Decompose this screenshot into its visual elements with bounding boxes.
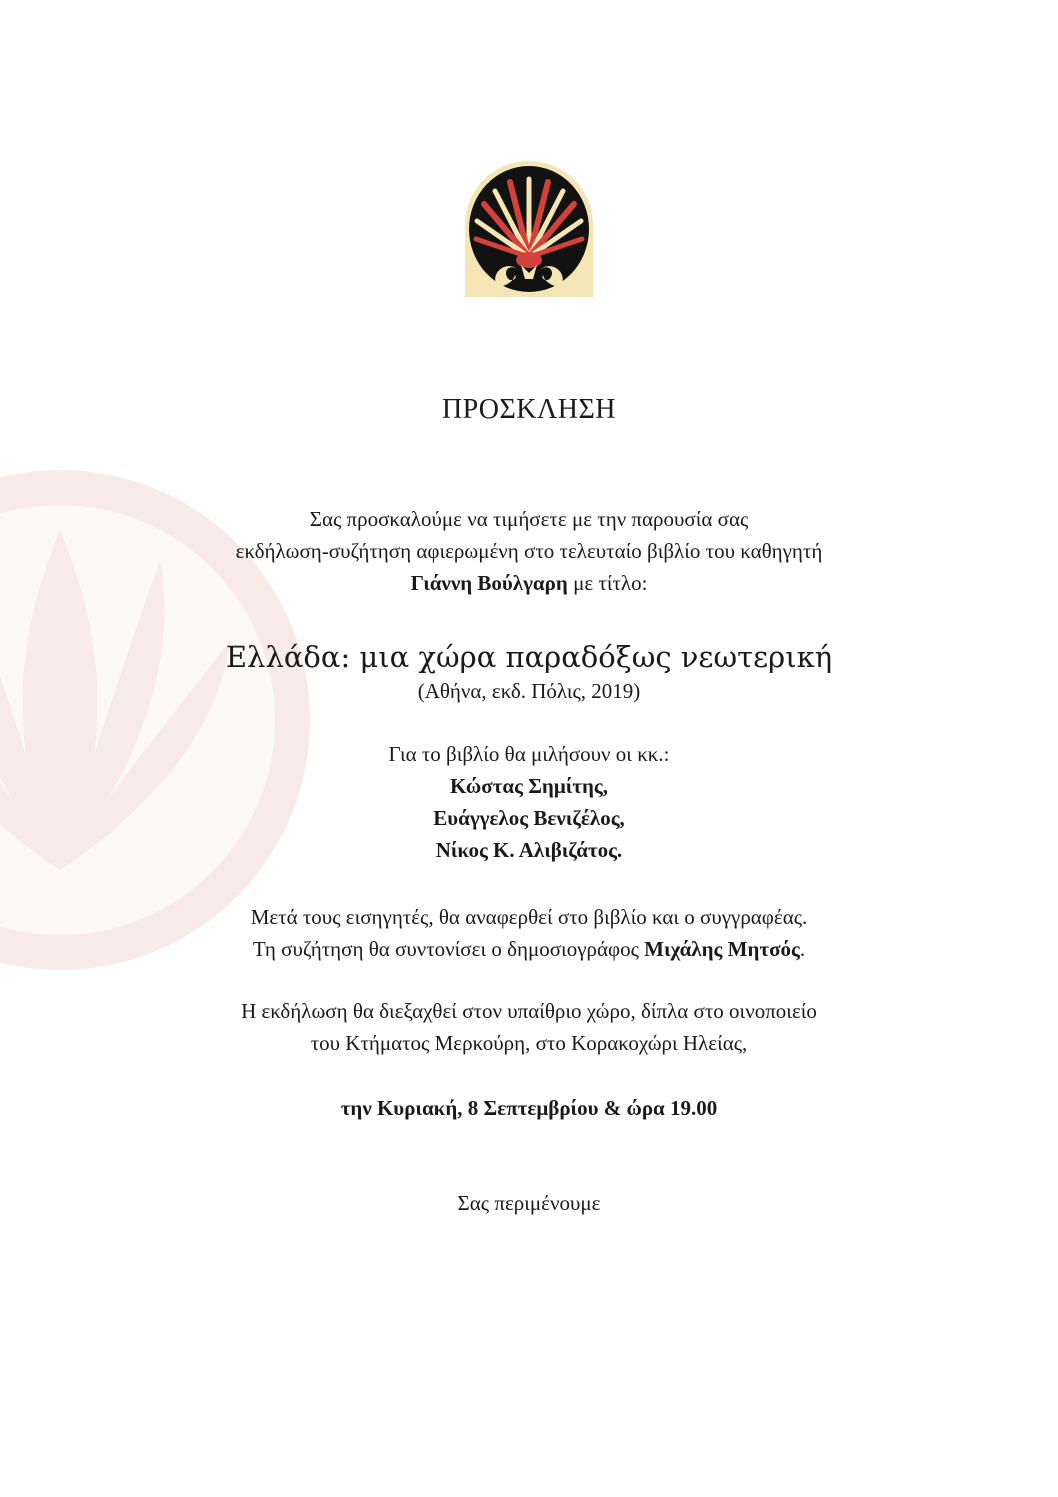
venue-line-1: Η εκδήλωση θα διεξαχθεί στον υπαίθριο χώρο, δίπλα στο οινοποιείο xyxy=(241,999,817,1023)
speaker-name: Νίκος Κ. Αλιβιζάτος. xyxy=(435,838,623,862)
speakers-intro: Για το βιβλίο θα μιλήσουν οι κκ.: xyxy=(388,742,670,766)
speaker-name: Ευάγγελος Βενιζέλος, xyxy=(433,806,625,830)
intro-line-2: εκδήλωση-συζήτηση αφιερωμένη στο τελευταίο βιβλίο του καθηγητή xyxy=(235,539,823,563)
moderation-line-1: Μετά τους εισηγητές, θα αναφερθεί στο βιβλίο και ο συγγραφέας. xyxy=(250,905,808,929)
invitation-heading: ΠΡΟΣΚΛΗΣΗ xyxy=(441,394,617,425)
author-name: Γιάννη Βούλγαρη xyxy=(410,571,568,595)
moderation-suffix: . xyxy=(799,937,806,961)
venue-line-2: του Κτήματος Μερκούρη, στο Κορακοχώρι Ηλείας, xyxy=(310,1031,748,1055)
event-date-time xyxy=(0,1092,1058,1124)
moderation-line-2 xyxy=(0,933,1058,965)
intro-line-3 xyxy=(0,567,1058,599)
palmette-emblem-icon xyxy=(463,159,595,297)
publication-info: (Αθήνα, εκδ. Πόλις, 2019) xyxy=(417,679,641,703)
moderation-prefix: Τη συζήτηση θα συντονίσει ο δημοσιογράφος xyxy=(252,937,645,961)
date-time-text: την Κυριακή, 8 Σεπτεμβρίου & ώρα 19.00 xyxy=(340,1096,718,1120)
speakers-section xyxy=(0,738,1058,866)
venue-paragraph xyxy=(0,995,1058,1059)
speaker-name: Κώστας Σημίτης, xyxy=(449,774,608,798)
book-publication xyxy=(0,675,1058,707)
author-suffix: με τίτλο: xyxy=(567,571,648,595)
moderation-paragraph xyxy=(0,901,1058,965)
intro-paragraph xyxy=(0,503,1058,599)
moderator-name: Μιχάλης Μητσός xyxy=(644,937,800,961)
intro-line-1: Σας προσκαλούμε να τιμήσετε με την παρουσία σας xyxy=(309,507,749,531)
closing-text: Σας περιμένουμε xyxy=(457,1191,601,1215)
book-title: Ελλάδα: μια χώρα παραδόξως νεωτερική xyxy=(225,640,833,674)
closing-line xyxy=(0,1187,1058,1219)
